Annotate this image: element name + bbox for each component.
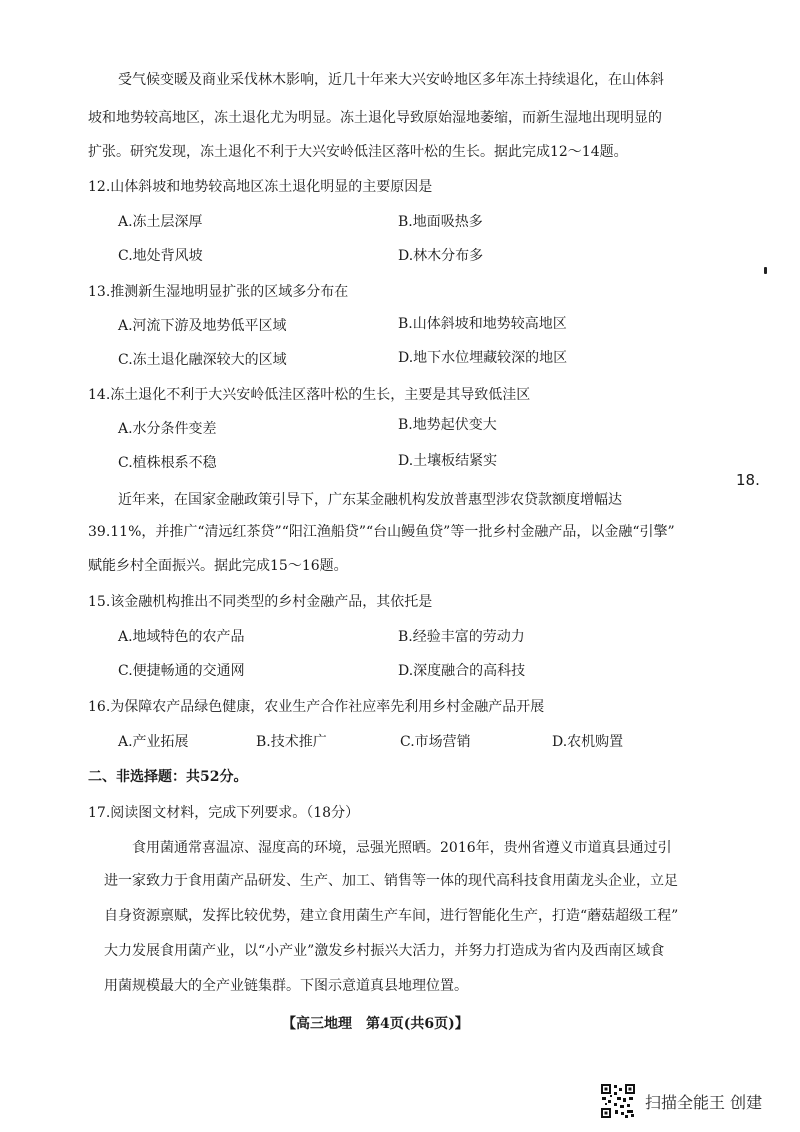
q14-option-c: C.植株根系不稳 — [118, 455, 217, 471]
intro1-line2: 坡和地势较高地区，冻土退化尤为明显。冻土退化导致原始湿地萎缩，而新生湿地出现明显的 — [88, 110, 662, 126]
q16-option-d: D.农机购置 — [552, 734, 624, 750]
q17-stem: 17.阅读图文材料，完成下列要求。（18分） — [88, 805, 360, 821]
q17-para-line4: 大力发展食用菌产业，以“小产业”激发乡村振兴大活力，并努力打造成为省内及西南区域食 — [104, 943, 665, 959]
q16-stem: 16.为保障农产品绿色健康，农业生产合作社应率先利用乡村金融产品开展 — [88, 699, 545, 715]
q16-option-b: B.技术推广 — [256, 734, 327, 750]
margin-mark: 18. — [736, 471, 760, 489]
qr-code-icon — [600, 1083, 636, 1119]
q15-option-b: B.经验丰富的劳动力 — [398, 629, 525, 645]
q13-stem: 13.推测新生湿地明显扩张的区域多分布在 — [88, 284, 349, 300]
q14-option-a: A.水分条件变差 — [118, 421, 217, 437]
intro1-line1: 受气候变暖及商业采伐林木影响，近几十年来大兴安岭地区多年冻土持续退化，在山体斜 — [118, 72, 664, 88]
q13-option-d: D.地下水位埋藏较深的地区 — [398, 350, 568, 366]
q16-option-a: A.产业拓展 — [118, 734, 189, 750]
intro2-line1: 近年来，在国家金融政策引导下，广东某金融机构发放普惠型涉农贷款额度增幅达 — [118, 492, 622, 508]
intro2-line2: 39.11%，并推广“清远红茶贷”“阳江渔船贷”“台山鳗鱼贷”等一批乡村金融产品，以金融“引擎” — [88, 524, 675, 540]
q17-para-line3: 自身资源禀赋，发挥比较优势，建立食用菌生产车间，进行智能化生产，打造“蘑菇超级工程” — [104, 908, 679, 924]
q12-option-c: C.地处背风坡 — [118, 248, 203, 264]
q12-option-b: B.地面吸热多 — [398, 214, 483, 230]
q14-stem: 14.冻土退化不利于大兴安岭低洼区落叶松的生长，主要是其导致低洼区 — [88, 387, 531, 403]
q12-option-d: D.林木分布多 — [398, 248, 484, 264]
q12-option-a: A.冻土层深厚 — [118, 214, 203, 230]
q17-para-line5: 用菌规模最大的全产业链集群。下图示意道真县地理位置。 — [104, 978, 468, 994]
q15-stem: 15.该金融机构推出不同类型的乡村金融产品，其依托是 — [88, 594, 433, 610]
q13-option-c: C.冻土退化融深较大的区域 — [118, 352, 287, 368]
intro2-line3: 赋能乡村全面振兴。据此完成15～16题。 — [88, 558, 348, 574]
q17-para-line2: 进一家致力于食用菌产品研发、生产、加工、销售等一体的现代高科技食用菌龙头企业，立足 — [104, 873, 678, 889]
section-heading: 二、非选择题：共52分。 — [88, 769, 248, 785]
q15-option-a: A.地域特色的农产品 — [118, 629, 245, 645]
q13-option-b: B.山体斜坡和地势较高地区 — [398, 316, 567, 332]
page-footer: 【高三地理 第4页(共6页)】 — [282, 1016, 469, 1032]
q17-para-line1: 食用菌通常喜温凉、湿度高的环境，忌强光照晒。2016年，贵州省遵义市道真县通过引 — [132, 840, 672, 856]
q15-option-c: C.便捷畅通的交通网 — [118, 663, 245, 679]
q12-stem: 12.山体斜坡和地势较高地区冻土退化明显的主要原因是 — [88, 179, 433, 195]
scan-speck — [764, 267, 767, 274]
watermark-text: 扫描全能王 创建 — [645, 1093, 763, 1112]
q14-option-d: D.土壤板结紧实 — [398, 453, 498, 469]
q14-option-b: B.地势起伏变大 — [398, 417, 497, 433]
q15-option-d: D.深度融合的高科技 — [398, 663, 526, 679]
q16-option-c: C.市场营销 — [400, 734, 471, 750]
intro1-line3: 扩张。研究发现，冻土退化不利于大兴安岭低洼区落叶松的生长。据此完成12～14题。 — [88, 144, 628, 160]
q13-option-a: A.河流下游及地势低平区域 — [118, 318, 287, 334]
